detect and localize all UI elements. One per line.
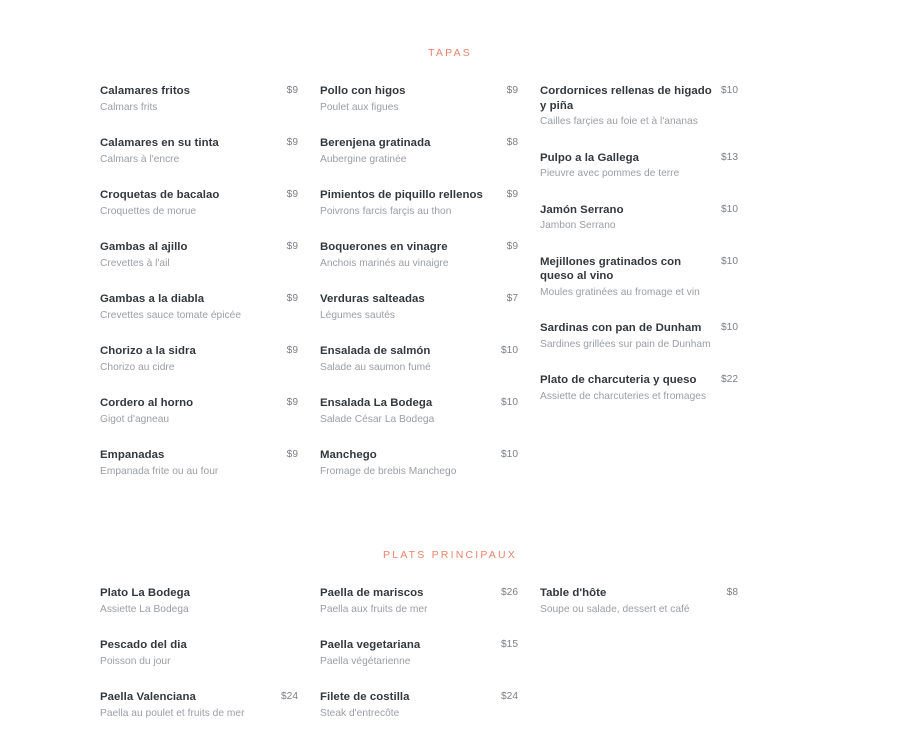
menu-item-description: Assiette de charcuteries et fromages — [540, 390, 707, 402]
menu-item-description: Salade César La Bodega — [320, 413, 435, 425]
menu-item — [100, 136, 298, 167]
menu-item — [320, 344, 518, 375]
section-heading-plats-principaux: PLATS PRINCIPAUX — [382, 549, 517, 561]
menu-item — [320, 136, 518, 167]
menu-item-price: $24 — [281, 691, 298, 702]
menu-column — [540, 84, 760, 425]
menu-item — [100, 344, 298, 375]
menu-item-price: $9 — [286, 189, 298, 200]
menu-item-name: Gambas a la diabla — [100, 293, 205, 305]
menu-item-description: Calmars à l'encre — [100, 153, 180, 165]
menu-item-head — [320, 136, 518, 151]
menu-item-description: Pieuvre avec pommes de terre — [540, 168, 680, 179]
menu-columns — [100, 586, 800, 742]
menu-item-name: Paella de mariscos — [320, 587, 424, 599]
menu-item — [540, 586, 738, 617]
menu-item-name: Table d'hôte — [540, 587, 607, 599]
menu-item-name: Cordero al horno — [100, 397, 194, 409]
menu-columns — [100, 84, 800, 500]
menu-item — [100, 396, 298, 427]
menu-item — [540, 84, 738, 130]
menu-item-description: Sardines grillées sur pain de Dunham — [540, 338, 711, 350]
menu-item-description: Poisson du jour — [100, 655, 171, 667]
menu-item-name: Sardinas con pan de Dunham — [540, 322, 702, 334]
menu-item-head — [100, 188, 298, 203]
menu-item — [320, 292, 518, 323]
menu-item-description: Cailles farçies au foie et à l'ananas — [540, 116, 698, 127]
menu-item-head — [540, 321, 738, 336]
menu-item-description: Poulet aux figues — [320, 101, 399, 113]
menu-item-head — [100, 84, 298, 99]
menu-item-name: Mejillones gratinados con queso al vino — [540, 255, 682, 282]
menu-item-price: $9 — [506, 241, 518, 252]
menu-item-price: $10 — [721, 85, 738, 96]
menu-item — [320, 690, 518, 721]
section-heading-tapas: TAPAS — [428, 47, 472, 59]
menu-item — [320, 586, 518, 617]
menu-item — [100, 84, 298, 115]
menu-item — [320, 188, 518, 219]
menu-item-price: $15 — [501, 639, 518, 650]
menu-item — [100, 586, 298, 617]
menu-item — [540, 321, 738, 352]
menu-item-description: Crevettes sauce tomate épicée — [100, 309, 242, 321]
menu-item-head — [540, 255, 738, 284]
menu-item-price: $10 — [501, 345, 518, 356]
menu-column — [100, 84, 320, 500]
menu-item-name: Empanadas — [100, 449, 165, 461]
menu-item — [320, 396, 518, 427]
menu-item-head — [320, 344, 518, 359]
menu-item-name: Plato de charcuteria y queso — [540, 374, 697, 386]
menu-item-name: Ensalada La Bodega — [320, 397, 433, 409]
menu-item-head — [100, 396, 298, 411]
menu-item-head — [320, 240, 518, 255]
menu-item-description: Gigot d'agneau — [100, 413, 170, 425]
menu-item-head — [320, 448, 518, 463]
menu-item-price: $22 — [721, 374, 738, 385]
menu-item — [320, 240, 518, 271]
menu-item-description: Fromage de brebis Manchego — [320, 465, 457, 477]
menu-item-head — [320, 292, 518, 307]
menu-item-head — [100, 638, 298, 653]
menu-item-head — [100, 586, 298, 601]
menu-item-name: Pimientos de piquillo rellenos — [320, 189, 483, 201]
menu-item-price: $13 — [721, 151, 738, 163]
menu-section-tapas — [100, 0, 800, 500]
menu-item-description: Jambon Serrano — [540, 220, 616, 231]
menu-item-head — [540, 373, 738, 388]
menu-item-name: Ensalada de salmón — [320, 345, 431, 357]
menu-item-price: $7 — [506, 293, 518, 304]
menu-item-name: Pulpo a la Gallega — [540, 151, 640, 164]
menu-item-name: Paella Valenciana — [100, 691, 196, 703]
menu-item — [100, 292, 298, 323]
menu-item-name: Calamares fritos — [100, 85, 191, 97]
menu-item-price: $9 — [506, 189, 518, 200]
menu-item — [320, 84, 518, 115]
menu-item — [100, 448, 298, 479]
menu-item-head — [100, 292, 298, 307]
menu-item-description: Calmars frits — [100, 101, 158, 113]
menu-item-price: $9 — [286, 137, 298, 148]
menu-item — [540, 203, 738, 234]
menu-item-head — [320, 690, 518, 705]
menu-item-name: Calamares en su tinta — [100, 137, 219, 149]
menu-item-name: Boquerones en vinagre — [320, 241, 448, 253]
menu-item-description: Paella au poulet et fruits de mer — [100, 707, 245, 719]
menu-item-description: Aubergine gratinée — [320, 153, 407, 165]
menu-item-description: Croquettes de morue — [100, 205, 197, 217]
menu-item — [540, 255, 738, 301]
menu-column — [320, 84, 540, 500]
menu-item-description: Paella aux fruits de mer — [320, 603, 428, 615]
menu-item-price: $24 — [501, 691, 518, 702]
menu-item — [540, 151, 738, 182]
menu-item-name: Pescado del dia — [100, 639, 187, 651]
menu-item-name: Berenjena gratinada — [320, 137, 431, 149]
menu-item-name: Gambas al ajillo — [100, 241, 188, 253]
menu-item-price: $26 — [501, 587, 518, 598]
menu-item-description: Crevettes à l'ail — [100, 257, 170, 269]
menu-item-head — [100, 240, 298, 255]
menu-section-plats-principaux — [100, 500, 800, 742]
menu-item-description: Empanada frite ou au four — [100, 465, 219, 477]
menu-item-head — [540, 151, 738, 166]
menu-item-name: Croquetas de bacalao — [100, 189, 220, 201]
menu-item-name: Chorizo a la sidra — [100, 345, 196, 357]
menu-item-head — [540, 586, 738, 601]
menu-item — [100, 188, 298, 219]
menu-item-description: Anchois marinés au vinaigre — [320, 257, 449, 269]
menu-item-head — [320, 638, 518, 653]
menu-item-price: $10 — [721, 255, 738, 267]
menu-item-name: Filete de costilla — [320, 691, 410, 703]
menu-item — [100, 690, 298, 721]
menu-item-description: Légumes sautés — [320, 309, 396, 321]
menu-item-price: $8 — [506, 137, 518, 148]
menu-item-description: Steak d'entrecôte — [320, 707, 400, 719]
menu-item-head — [320, 586, 518, 601]
menu-column — [540, 586, 760, 638]
menu-item — [100, 240, 298, 271]
menu-item-description: Assiette La Bodega — [100, 603, 189, 615]
menu-item-price: $9 — [286, 397, 298, 408]
menu-item-price: $9 — [286, 345, 298, 356]
menu-item-price: $10 — [501, 397, 518, 408]
menu-item-name: Verduras salteadas — [320, 293, 425, 305]
menu-item-name: Manchego — [320, 449, 377, 461]
menu-item-name: Pollo con higos — [320, 85, 406, 97]
menu-item-price: $9 — [286, 241, 298, 252]
menu-item-price: $8 — [726, 587, 738, 598]
menu-item-description: Chorizo au cidre — [100, 361, 175, 373]
menu-item-description: Moules gratinées au fromage et vin — [540, 286, 700, 298]
menu-item-head — [320, 396, 518, 411]
menu-item — [540, 373, 738, 404]
menu-item-price: $9 — [286, 85, 298, 96]
menu-item-price: $9 — [286, 449, 298, 460]
menu-column — [100, 586, 320, 742]
menu-item-description: Soupe ou salade, dessert et café — [540, 603, 690, 615]
menu-item-head — [100, 344, 298, 359]
menu-item-head — [540, 203, 738, 218]
menu-item-head — [100, 136, 298, 151]
menu-item-description: Salade au saumon fumé — [320, 361, 431, 373]
menu-item-name: Paella vegetariana — [320, 639, 421, 651]
menu-item-price: $9 — [506, 85, 518, 96]
menu-item-head — [100, 448, 298, 463]
menu-item-head — [320, 84, 518, 99]
menu-item — [320, 448, 518, 479]
menu-column — [320, 586, 540, 742]
menu-item-description: Paella végétarienne — [320, 655, 411, 667]
menu-item — [320, 638, 518, 669]
menu-item-price: $10 — [721, 203, 738, 215]
menu-item-name: Cordornices rellenas de higado y piña — [540, 85, 712, 112]
menu-item-head — [100, 690, 298, 705]
menu-item-name: Jamón Serrano — [540, 203, 624, 216]
menu-item-price: $10 — [721, 322, 738, 333]
menu-item-name: Plato La Bodega — [100, 587, 190, 599]
menu-item-price: $9 — [286, 293, 298, 304]
menu-item-description: Poivrons farcis farçis au thon — [320, 205, 452, 217]
menu-item-price: $10 — [501, 449, 518, 460]
menu-item — [100, 638, 298, 669]
menu-item-head — [540, 84, 738, 113]
menu-item-head — [320, 188, 518, 203]
